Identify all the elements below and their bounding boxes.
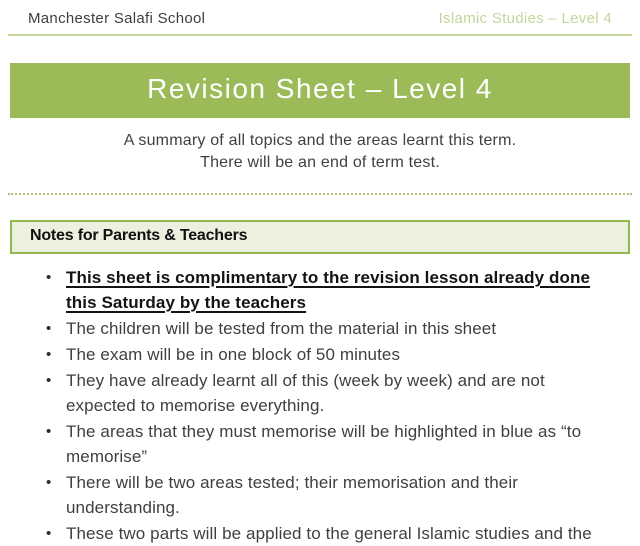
dotted-divider [8,193,632,195]
list-item-text: This sheet is complimentary to the revision lesson already done this Saturday by the teachers [66,268,591,312]
list-item-text: There will be two areas tested; their memorisation and their understanding. [66,473,518,517]
notes-section-box [10,220,630,254]
list-item-text: These two parts will be applied to the general Islamic studies and the [66,524,592,543]
intro-line-2: There will be an end of term test. [200,154,440,171]
notes-bullet-list [8,265,632,546]
list-item [46,470,611,520]
list-item [46,265,611,315]
bullet-icon: • [46,269,52,286]
page-header [8,6,632,27]
bullet-icon: • [46,474,52,491]
notes-section-heading: Notes for Parents & Teachers [30,227,248,244]
header-divider [8,34,632,36]
intro-text [8,130,632,174]
list-item-text: The areas that they must memorise will be highlighted in blue as “to memorise” [66,422,582,466]
list-item [46,368,611,418]
list-item-text: The children will be tested from the material in this sheet [66,319,497,338]
bullet-icon: • [46,423,52,440]
list-item-text: The exam will be in one block of 50 minutes [66,345,401,364]
school-name-text: Manchester Salafi School [28,10,206,27]
list-item-text: They have already learnt all of this (week by week) and are not expected to memorise everything. [66,371,545,415]
bullet-icon: • [46,525,52,542]
bullet-icon: • [46,372,52,389]
list-item [46,521,611,546]
course-label-text: Islamic Studies – Level 4 [438,10,612,27]
bullet-icon: • [46,320,52,337]
page-title: Revision Sheet – Level 4 [147,73,493,104]
list-item [46,419,611,469]
bullet-icon: • [46,346,52,363]
intro-line-1: A summary of all topics and the areas learnt this term. [123,132,517,149]
title-banner [10,63,630,118]
list-item [46,316,611,341]
list-item [46,342,611,367]
